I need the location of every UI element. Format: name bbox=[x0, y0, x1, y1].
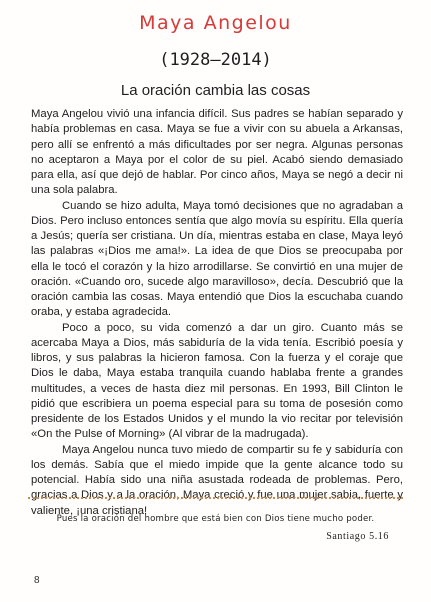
paragraph: Cuando se hizo adulta, Maya tomó decisiones que no agradaban a Dios. Pero incluso entonces sentía que algo movía su espíritu. Ella quería a Jesús; quería ser cristiana. Un día, mientras estaba en clase, Maya leyó las palabras «¡Dios me ama!». La idea de que Dios se preocupaba por ella le tocó el corazón y la hizo arrodillarse. Se convirtió en una mujer de oración. «Cuando oro, sucede algo maravilloso», decía. Descubrió que la oración cambia las cosas. Maya entendió que Dios la escuchaba cuando oraba, y estaba agradecida. bbox=[31, 199, 403, 319]
dotted-divider bbox=[28, 497, 403, 499]
page-title: Maya Angelou bbox=[139, 12, 292, 34]
paragraph: Maya Angelou nunca tuvo miedo de compartir su fe y sabiduría con los demás. Sabía que el miedo impide que la gente alcance todo su potencial. Había sido una niña asustada rodeada de problemas. Pero, gracias a Dios y a la oración, Maya creció y fue una mujer sabia, fuerte y valiente, ¡una cristiana! bbox=[31, 443, 403, 517]
paragraph: Maya Angelou vivió una infancia difícil. Sus padres se habían separado y había problemas en casa. Maya se fue a vivir con su abuela a Arkansas, pero allí se enfrentó a más dificultades por ser negra. Algunas personas no aceptaron a Maya por el color de su piel. Acabó siendo demasiado para ella, así que dejó de hablar. Por cinco años, Maya se negó a decir ni una sola palabra. bbox=[31, 108, 403, 197]
biography-text bbox=[31, 107, 403, 519]
paragraph: Poco a poco, su vida comenzó a dar un giro. Cuanto más se acercaba Maya a Dios, más sabiduría de la vida tenía. Escribió poesía y libros, y sus palabras la hicieron famosa. Con la fuerza y el coraje que Dios le daba, Maya estaba tranquila cuando hablaba frente a grandes multitudes, a veces de hasta diez mil personas. En 1993, Bill Clinton le pidió que escribiera un poema especial para su toma de posesión como presidente de los Estados Unidos y el mundo la vio recitar por televisión «On the Pulse of Morning» (Al vibrar de la madrugada). bbox=[31, 321, 403, 441]
page-number: 8 bbox=[34, 575, 40, 586]
life-dates: (1928–2014) bbox=[159, 50, 272, 70]
section-subtitle: La oración cambia las cosas bbox=[120, 82, 311, 99]
scripture-quote: Pues la oración del hombre que está bien con Dios tiene mucho poder. bbox=[56, 514, 375, 524]
scripture-reference: Santiago 5.16 bbox=[326, 531, 389, 542]
